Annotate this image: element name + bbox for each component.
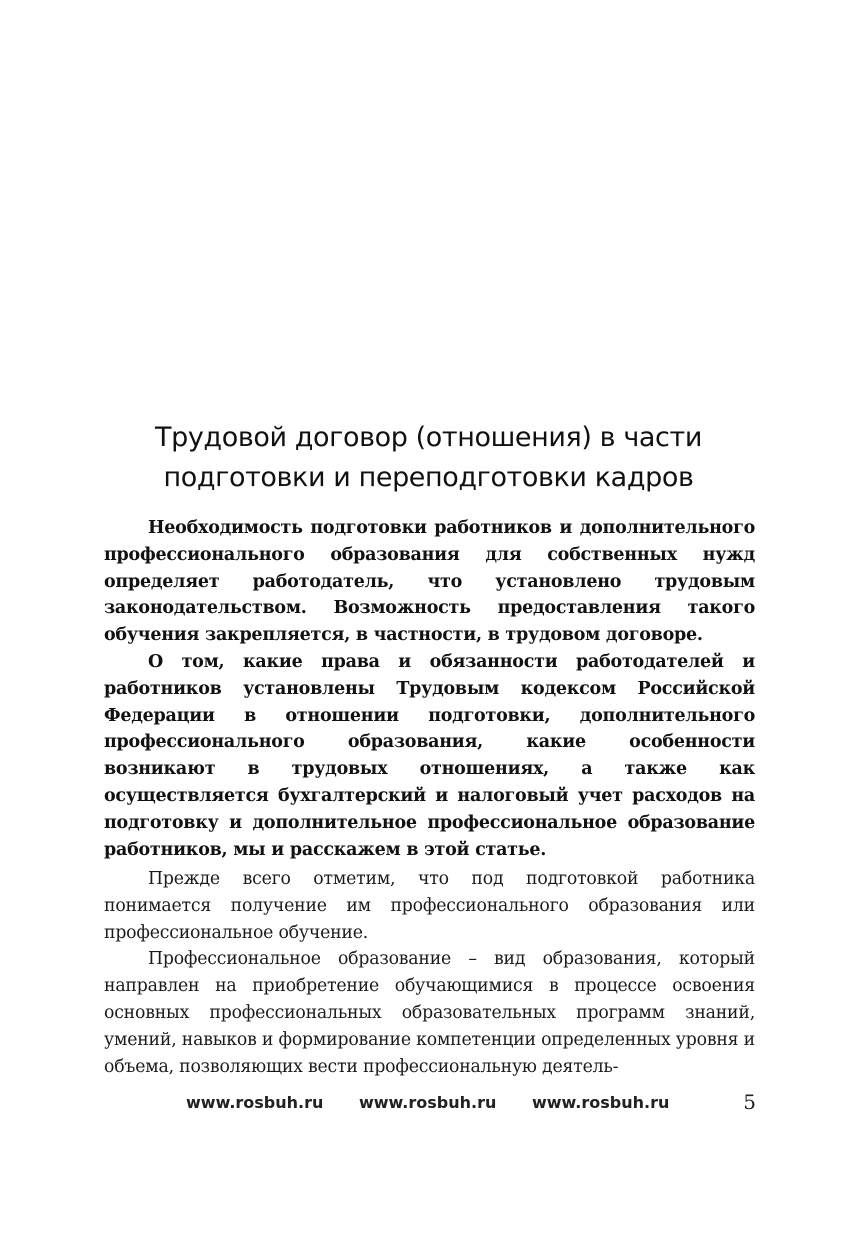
footer-links — [186, 1093, 699, 1112]
lead-paragraph-2: О том, какие права и обязанности работодателей и работников установлены Трудовым кодексом Российской Федерации в отношении подготовки, дополнительного профессионального образования, какие особенности возникают в трудовых отношениях, а также как осуществляется бухгалтерский и налоговый учет расходов на подготовку и дополнительное профессиональное образование работников, мы и расскажем в этой статье. — [104, 651, 755, 860]
footer-link[interactable]: www.rosbuh.ru — [531, 1093, 670, 1112]
body-paragraph-2: Профессиональное образование – вид образования, который направлен на приобретение обучающимися в процессе освоения основных профессиональных образовательных программ знаний, умений, навыков и формирование компетенции определенных уровня и объема, позволяющих вести профессиональную деятель- — [104, 949, 755, 1077]
title-line-1: Трудовой договор (отношения) в части — [155, 422, 702, 453]
page-footer — [186, 1090, 756, 1121]
article-title — [100, 418, 757, 498]
title-line-2: подготовки и переподготовки кадров — [163, 462, 694, 493]
lead-summary — [104, 515, 755, 863]
body-paragraph-1: Прежде всего отметим, что под подготовкой работника понимается получение им профессионального образования или профессиональное обучение. — [104, 869, 755, 943]
page-number: 5 — [743, 1090, 756, 1114]
footer-link[interactable]: www.rosbuh.ru — [186, 1093, 324, 1112]
footer-link[interactable]: www.rosbuh.ru — [358, 1093, 497, 1112]
article-body — [104, 866, 755, 1080]
lead-paragraph-1: Необходимость подготовки работников и дополнительного профессионального образования для собственных нужд определяет работодатель, что установлено трудовым законодательством. Возможность предоставления такого обучения закрепляется, в частности, в трудовом договоре. — [104, 518, 755, 646]
